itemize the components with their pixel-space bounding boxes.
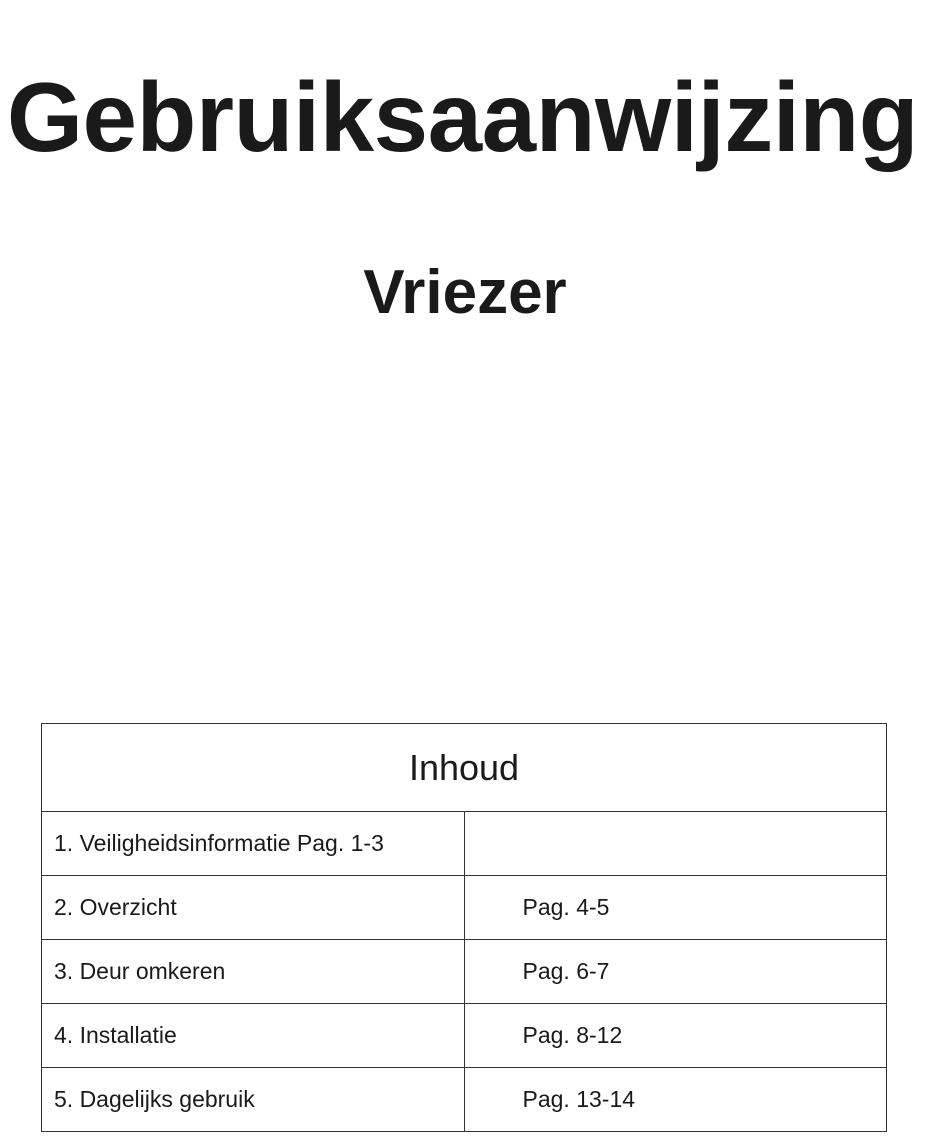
toc-heading: Inhoud bbox=[42, 724, 887, 812]
toc-row bbox=[42, 876, 887, 940]
toc-row bbox=[42, 1068, 887, 1132]
table-of-contents bbox=[41, 723, 887, 1132]
toc-row-label: 5. Dagelijks gebruik bbox=[42, 1068, 465, 1132]
toc-row-label: 1. Veiligheidsinformatie Pag. 1-3 bbox=[42, 812, 465, 876]
toc-row-label: 3. Deur omkeren bbox=[42, 940, 465, 1004]
toc-row-page: Pag. 6-7 bbox=[464, 940, 887, 1004]
toc-row bbox=[42, 812, 887, 876]
toc-header-row bbox=[42, 724, 887, 812]
toc-row-page: Pag. 13-14 bbox=[464, 1068, 887, 1132]
document-subtitle: Vriezer bbox=[363, 258, 567, 328]
toc-row bbox=[42, 940, 887, 1004]
toc-row-page: Pag. 4-5 bbox=[464, 876, 887, 940]
toc-row-page bbox=[464, 812, 887, 876]
toc-row-label: 2. Overzicht bbox=[42, 876, 465, 940]
toc-row-page: Pag. 8-12 bbox=[464, 1004, 887, 1068]
document-title: Gebruiksaanwijzing bbox=[6, 61, 919, 172]
toc-row bbox=[42, 1004, 887, 1068]
toc-row-label: 4. Installatie bbox=[42, 1004, 465, 1068]
